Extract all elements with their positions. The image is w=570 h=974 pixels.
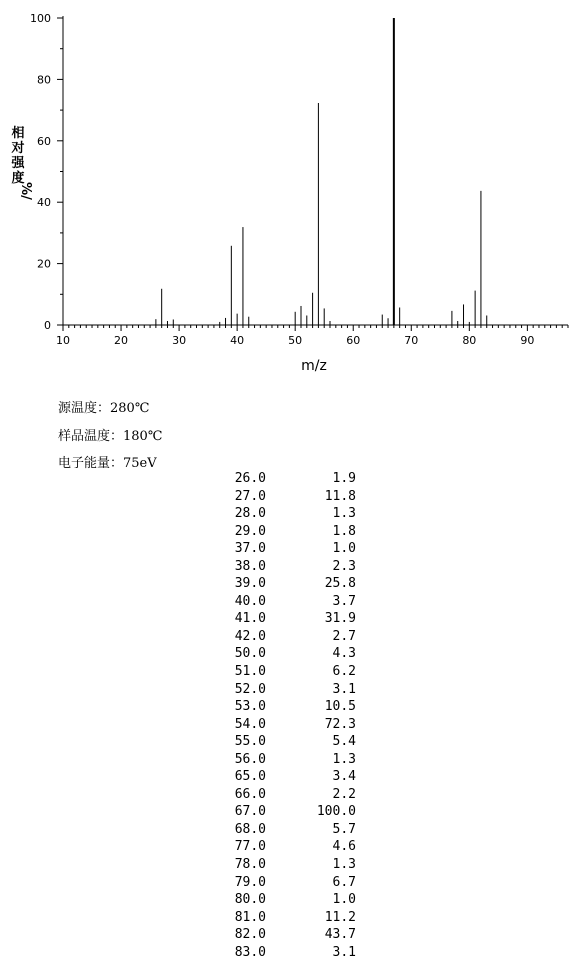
abundance-value: 5.4 — [332, 734, 356, 750]
mz-value: 52.0 — [234, 681, 266, 697]
mz-value: 40.0 — [234, 593, 266, 609]
table-row — [180, 593, 360, 611]
table-row — [180, 488, 360, 506]
mz-value: 50.0 — [234, 646, 266, 662]
x-tick-label: 80 — [462, 334, 477, 347]
abundance-value: 2.2 — [332, 786, 356, 802]
mz-value: 54.0 — [234, 716, 266, 732]
y-tick-label: 0 — [44, 319, 51, 332]
mz-value: 79.0 — [234, 874, 266, 890]
abundance-value: 1.0 — [332, 541, 356, 557]
mz-value: 42.0 — [234, 628, 266, 644]
x-axis-label: m/z — [301, 358, 327, 374]
abundance-value: 4.3 — [332, 646, 356, 662]
table-row — [180, 540, 360, 558]
mz-value: 83.0 — [234, 944, 266, 960]
peak-table — [180, 470, 360, 961]
mz-value: 66.0 — [234, 786, 266, 802]
mz-value: 41.0 — [234, 611, 266, 627]
abundance-value: 4.6 — [332, 839, 356, 855]
mz-value: 27.0 — [234, 488, 266, 504]
table-row — [180, 470, 360, 488]
mz-value: 81.0 — [234, 909, 266, 925]
abundance-value: 3.1 — [332, 681, 356, 697]
table-row — [180, 874, 360, 892]
mz-value: 55.0 — [234, 734, 266, 750]
mz-value: 39.0 — [234, 576, 266, 592]
y-label-char: 对 — [11, 141, 25, 156]
y-label-unit: %/ — [18, 182, 33, 200]
abundance-value: 1.3 — [332, 506, 356, 522]
mz-value: 56.0 — [234, 751, 266, 767]
abundance-value: 2.3 — [332, 558, 356, 574]
abundance-value: 25.8 — [324, 576, 356, 592]
table-row — [180, 716, 360, 734]
table-row — [180, 838, 360, 856]
mz-value: 67.0 — [234, 804, 266, 820]
x-tick-label: 20 — [114, 334, 129, 347]
sample-temperature: 样品温度：180℃ — [58, 429, 163, 444]
mz-value: 78.0 — [234, 857, 266, 873]
mz-value: 77.0 — [234, 839, 266, 855]
x-tick-label: 90 — [520, 334, 535, 347]
x-tick-label: 10 — [56, 334, 70, 347]
table-row — [180, 610, 360, 628]
source-temperature: 源温度：280℃ — [58, 401, 150, 416]
chart-bars — [156, 18, 487, 325]
table-row — [180, 821, 360, 839]
abundance-value: 72.3 — [324, 716, 356, 732]
table-row — [180, 628, 360, 646]
table-row — [180, 856, 360, 874]
abundance-value: 11.8 — [324, 488, 356, 504]
mz-value: 65.0 — [234, 769, 266, 785]
y-tick-label: 60 — [37, 134, 51, 148]
table-row — [180, 645, 360, 663]
mz-value: 37.0 — [234, 541, 266, 557]
table-row — [180, 786, 360, 804]
abundance-value: 100.0 — [316, 804, 356, 820]
mz-value: 82.0 — [234, 927, 266, 943]
abundance-value: 1.0 — [332, 892, 356, 908]
mz-value: 29.0 — [234, 523, 266, 539]
y-axis-label — [10, 125, 33, 200]
mz-value: 53.0 — [234, 699, 266, 715]
table-row — [180, 523, 360, 541]
x-tick-label: 40 — [230, 334, 245, 347]
table-row — [180, 733, 360, 751]
y-label-char: 相 — [11, 126, 25, 141]
table-row — [180, 926, 360, 944]
abundance-value: 1.3 — [332, 857, 356, 873]
table-row — [180, 663, 360, 681]
abundance-value: 1.8 — [332, 523, 356, 539]
abundance-value: 1.3 — [332, 751, 356, 767]
chart-axes — [63, 16, 568, 325]
x-tick-label: 60 — [346, 334, 361, 347]
y-tick-label: 20 — [37, 257, 51, 271]
table-row — [180, 909, 360, 927]
y-label-char: 强 — [11, 156, 25, 171]
abundance-value: 11.2 — [324, 909, 356, 925]
y-label-char: 度 — [11, 171, 25, 186]
abundance-value: 31.9 — [324, 611, 356, 627]
x-tick-label: 50 — [288, 334, 303, 347]
table-row — [180, 558, 360, 576]
abundance-value: 3.4 — [332, 769, 356, 785]
abundance-value: 6.2 — [332, 664, 356, 680]
y-tick-label: 40 — [37, 196, 51, 210]
mz-value: 80.0 — [234, 892, 266, 908]
abundance-value: 2.7 — [332, 628, 356, 644]
abundance-value: 1.9 — [332, 471, 356, 486]
abundance-value: 5.7 — [332, 821, 356, 837]
electron-energy: 电子能量：75eV — [58, 456, 157, 471]
table-row — [180, 505, 360, 523]
table-row — [180, 944, 360, 962]
x-tick-label: 30 — [172, 334, 187, 347]
table-row — [180, 698, 360, 716]
abundance-value: 43.7 — [324, 927, 356, 943]
table-row — [180, 768, 360, 786]
mz-value: 28.0 — [234, 506, 266, 522]
x-tick-label: 70 — [404, 334, 419, 347]
table-row — [180, 575, 360, 593]
abundance-value: 3.1 — [332, 944, 356, 960]
y-tick-label: 100 — [30, 12, 51, 25]
abundance-value: 10.5 — [324, 699, 356, 715]
abundance-value: 6.7 — [332, 874, 356, 890]
chart-ticks — [30, 12, 568, 347]
table-row — [180, 681, 360, 699]
mass-spectrum-chart — [0, 0, 570, 380]
table-row — [180, 891, 360, 909]
table-row — [180, 803, 360, 821]
table-row — [180, 751, 360, 769]
mz-value: 26.0 — [234, 471, 266, 486]
mz-value: 51.0 — [234, 664, 266, 680]
mz-value: 68.0 — [234, 821, 266, 837]
mz-value: 38.0 — [234, 558, 266, 574]
y-tick-label: 80 — [37, 73, 51, 87]
abundance-value: 3.7 — [332, 593, 356, 609]
